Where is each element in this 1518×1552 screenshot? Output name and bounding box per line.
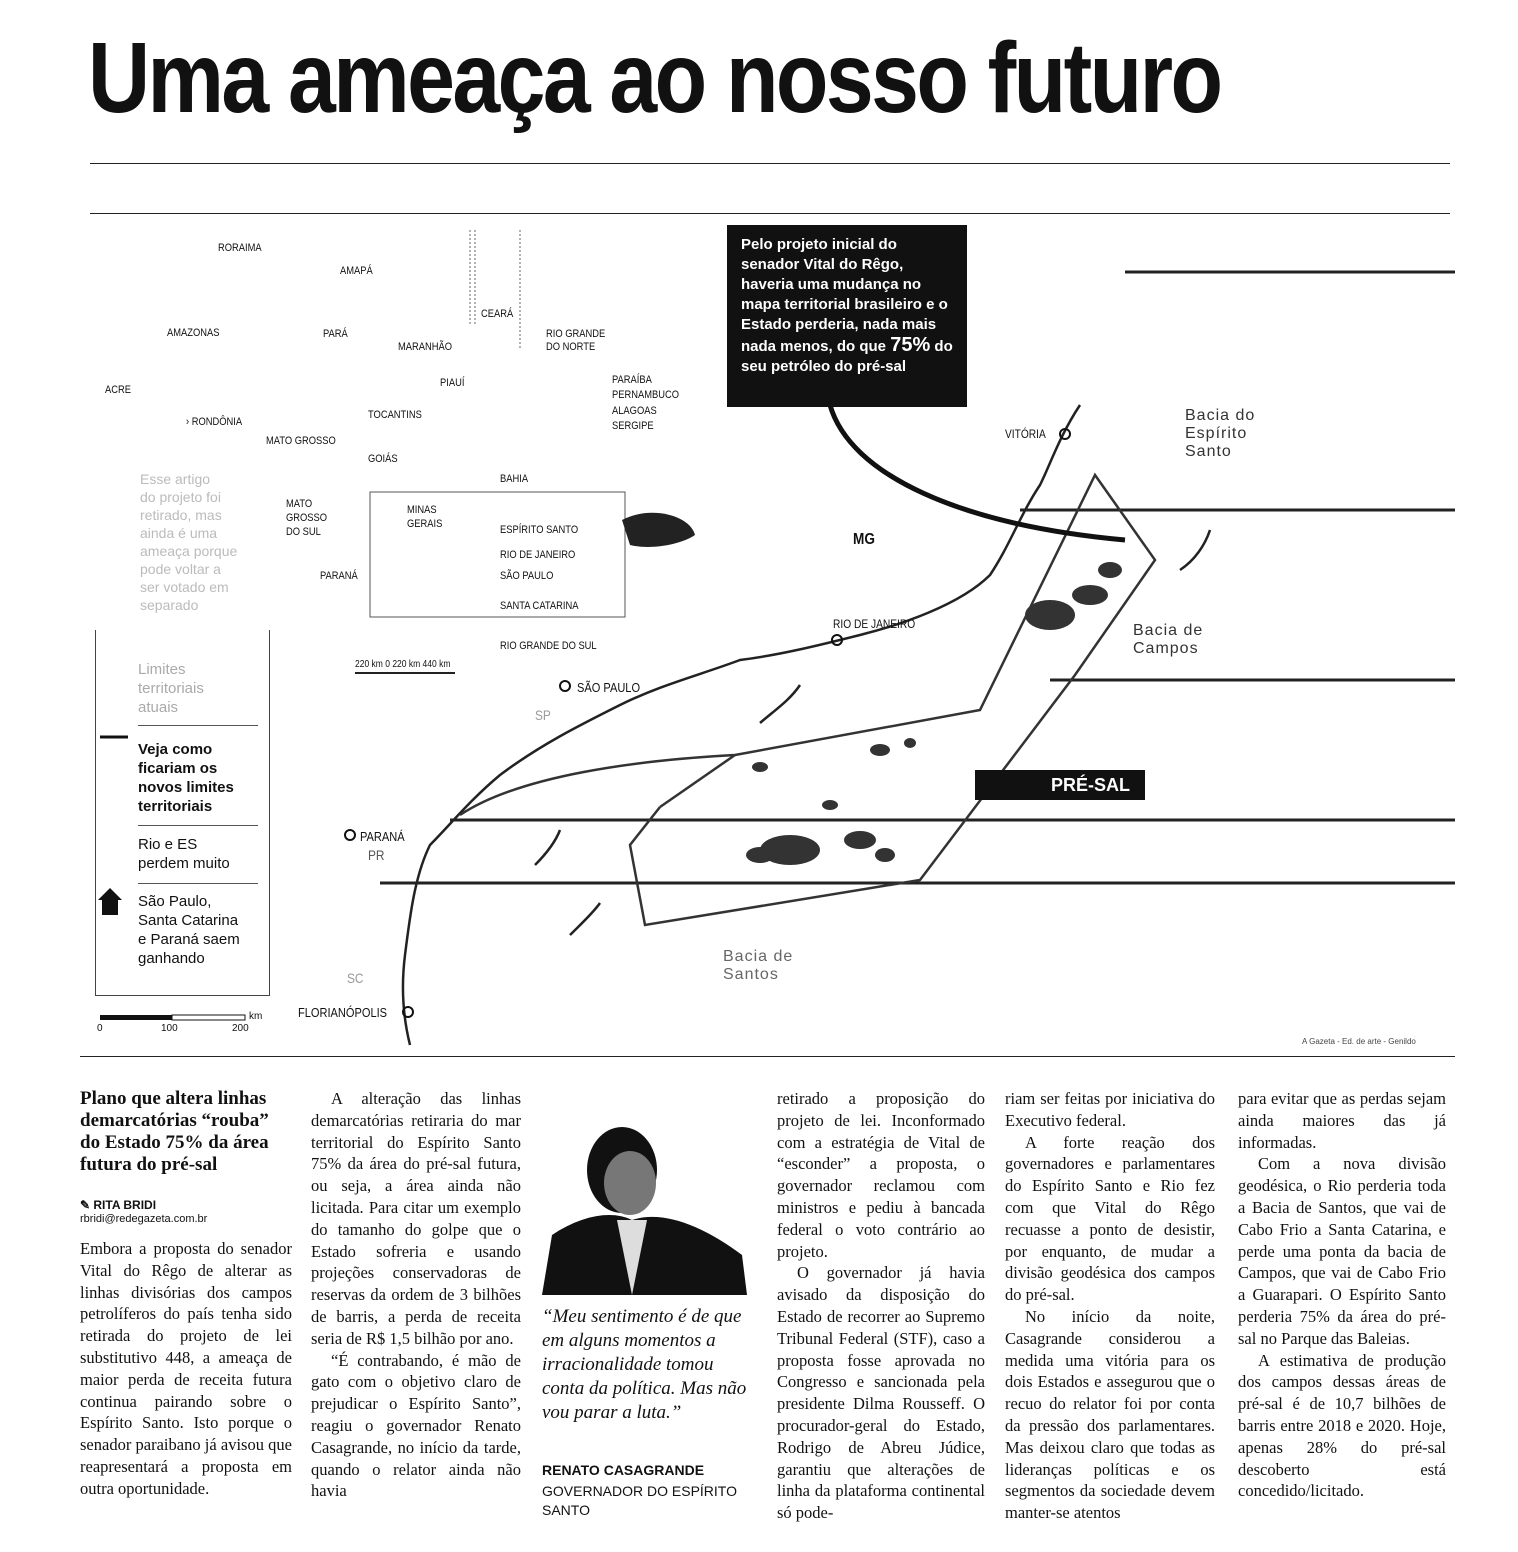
legend-divider (138, 883, 258, 884)
callout-text-after: do seu petróleo do pré-sal (741, 338, 953, 375)
state-label: AMAZONAS (167, 327, 220, 339)
scale-unit: km (249, 1011, 263, 1022)
legend-winners: São Paulo, Santa Catarina e Paraná saem ganhando (138, 893, 240, 967)
page-header-strip (90, 0, 350, 8)
headline-rule-top (90, 163, 1450, 164)
infographic-map (0, 215, 1518, 1055)
map-credit: A Gazeta - Ed. de arte - Genildo (1302, 1037, 1416, 1046)
arrow-2 (535, 830, 560, 865)
paragraph: para evitar que as perdas sejam ainda maiores das já informadas. (1238, 1089, 1446, 1152)
state-label: RORAIMA (218, 242, 262, 254)
callout-text-before: Pelo projeto inicial do senador Vital do Rêgo, haveria uma mudança no mapa territorial brasileiro e o Estado perderia, nada mais nada menos, do que (741, 236, 948, 355)
paragraph: No início da noite, Casagrande considerou a medida uma vitória para os dois Estados e assegurou que o recuo do relator foi por conta da pressão dos parlamentares. Mas deixou claro que todas as lideranças políticas e os segmentos da sociedade devem manter-se atentos (1005, 1306, 1215, 1523)
article-column-1 (80, 1238, 292, 1500)
paragraph: “É contrabando, é mão de gato com o objetivo claro de prejudicar o Espírito Santo”, reagiu o governador Renato Casagrande, no início da tarde, quando o relator ainda não havia (311, 1350, 521, 1501)
state-label: CEARÁ (481, 308, 514, 320)
region-label-sc: SC (347, 970, 364, 986)
paragraph: A estimativa de produção dos campos dessas áreas de pré-sal é de 10,7 bilhões de barris entre 2018 e 2020. Hoje, apenas 28% do pré-sal descoberto está concedido/licitado. (1238, 1350, 1446, 1501)
city-label-florianopolis: FLORIANÓPOLIS (298, 1005, 388, 1020)
state-label: MATO GROSSO (266, 435, 336, 447)
scale-tick-100: 100 (161, 1023, 178, 1034)
city-label-parana: PARANÁ (360, 829, 405, 844)
state-label: PARÁ (323, 328, 348, 340)
city-label-rio: RIO DE JANEIRO (833, 617, 916, 631)
basin-label-campos: Bacia de Campos (1133, 622, 1204, 657)
region-label-mg: MG (853, 531, 875, 548)
pull-quote: “Meu sentimento é de que em alguns momentos a irracionalidade tomou conta da política. Mas não vou parar a luta.” (542, 1306, 747, 1423)
legend-rio-es: Rio e ES perdem muito (138, 836, 230, 872)
inset-scale-label: 220 km 0 220 km 440 km (355, 659, 451, 670)
basin-label-es: Bacia do Espírito Santo (1185, 407, 1256, 460)
state-label: SÃO PAULO (500, 570, 554, 582)
legend-divider (138, 725, 258, 726)
state-label: GOIÁS (368, 453, 398, 465)
arrow-4 (1180, 530, 1210, 570)
region-label-pr: PR (368, 847, 385, 863)
callout-box (727, 225, 967, 407)
state-label: MINAS GERAIS (407, 504, 443, 530)
state-label: › RONDÔNIA (186, 416, 243, 428)
paragraph: Com a nova divisão geodésica, o Rio perderia toda a Bacia de Santos, que vai de Cabo Frio a Santa Catarina, e perde uma ponta da bacia de Campos, que vai de Cabo Frio a Guarapari. O Espírito Santo perderia 75% da área do pré-sal no Parque das Baleias. (1238, 1154, 1446, 1348)
quote-name: RENATO CASAGRANDE (542, 1462, 705, 1478)
state-label: ESPÍRITO SANTO (500, 524, 579, 536)
map-legend (95, 630, 270, 996)
state-label: TOCANTINS (368, 409, 422, 421)
city-label-vitoria: VITÓRIA (1005, 427, 1046, 441)
paragraph: riam ser feitas por iniciativa do Executivo federal. (1005, 1089, 1215, 1130)
arrow-1 (760, 685, 800, 723)
legend-divider (138, 825, 258, 826)
paragraph: Embora a proposta do senador Vital do Rêgo de alterar as linhas divisórias dos campos petrolíferos do país tenha sido retirada do projeto de lei substitutivo 448, a ameaça de maior perda de receita futura continua pairando sobre o Espírito Santo. Isto porque o senador paraibano já avisou que reapresentará a proposta em outra oportunidade. (80, 1239, 292, 1498)
city-markers (345, 429, 1070, 1017)
state-label: BAHIA (500, 473, 529, 485)
faded-note: Esse artigo do projeto foi retirado, mas ainda é uma ameaça porque pode voltar a ser votado em separado (140, 471, 238, 613)
presal-label: PRÉ-SAL (975, 770, 1145, 800)
legend-new-limits: Veja como ficariam os novos limites territoriais (138, 741, 234, 815)
callout-percent: 75% (890, 334, 931, 356)
article-column-4 (777, 1088, 985, 1524)
state-label: SANTA CATARINA (500, 600, 579, 612)
state-label: RIO DE JANEIRO (500, 549, 576, 561)
basin-label-santos: Bacia de Santos (723, 948, 794, 983)
article-column-2 (311, 1088, 521, 1502)
state-label: PERNAMBUCO (612, 389, 680, 401)
scale-tick-0: 0 (97, 1023, 103, 1034)
region-label-sp: SP (535, 707, 551, 723)
paragraph: retirado a proposição do projeto de lei. Inconformado com a estratégia de Vital de “esconder” a proposta, o governador reclamou com ministros e pediu à bancada federal o voto contrário ao projeto. (777, 1089, 985, 1261)
headline-rule-bottom (90, 213, 1450, 214)
headline: Uma ameaça ao nosso futuro (88, 22, 1221, 134)
state-label: AMAPÁ (340, 265, 373, 277)
arrow-3 (570, 903, 600, 935)
author-byline: ✎ RITA BRIDI (80, 1198, 157, 1212)
article-column-6 (1238, 1088, 1446, 1502)
state-label: PIAUÍ (440, 377, 465, 389)
article-subhead: Plano que altera linhas demarcatórias “rouba” do Estado 75% da área futura do pré-sal (80, 1088, 269, 1175)
state-label: MARANHÃO (398, 341, 453, 353)
state-label: PARAÍBA (612, 374, 652, 386)
state-label: RIO GRANDE DO SUL (500, 640, 597, 652)
paragraph: A forte reação dos governadores e parlamentares do Espírito Santo e Rio fez com que Vital do Rêgo recuasse a ponto de desistir, por enquanto, de mudar a divisão geodésica dos campos do pré-sal. (1005, 1132, 1215, 1305)
state-label: RIO GRANDE DO NORTE (546, 328, 606, 353)
quote-role: GOVERNADOR DO ESPÍRITO SANTO (542, 1483, 737, 1518)
state-label: ACRE (105, 384, 131, 396)
portrait-image (542, 1115, 747, 1295)
city-label-saopaulo: SÃO PAULO (577, 680, 641, 695)
state-label: MATO GROSSO DO SUL (286, 498, 328, 538)
es-inset-shape (622, 513, 695, 547)
casagrande-photo (542, 1115, 747, 1295)
state-label: SERGIPE (612, 420, 654, 432)
author-email: rbridi@redegazeta.com.br (80, 1213, 208, 1225)
callout-pointer (830, 405, 1125, 540)
article-column-5 (1005, 1088, 1215, 1524)
state-label: PARANÁ (320, 570, 358, 582)
legend-current-limits: Limites territoriais atuais (138, 661, 204, 716)
paragraph: A alteração das linhas demarcatórias retiraria do mar territorial do Espírito Santo 75% da área do pré-sal futura, ou seja, a área ainda não licitada. Para citar um exemplo do tamanho do golpe que o Estado sofreria e usando projeções conservadoras de reservas da ordem de 3 bilhões de barris, a perda de receita seria de R$ 1,5 bilhão por ano. (311, 1089, 521, 1348)
paragraph: O governador já havia avisado da disposição do Estado de recorrer ao Supremo Tribunal Federal (STF), caso a proposta fosse aprovada no Congresso e sancionada pela presidente Dilma Rousseff. O procurador-geral do Estado, Rodrigo de Abreu Júdice, garantiu que alterações de linha da plataforma continental só pode- (777, 1263, 985, 1523)
map-bottom-rule (80, 1056, 1455, 1057)
state-label: ALAGOAS (612, 405, 657, 417)
scale-tick-200: 200 (232, 1023, 249, 1034)
